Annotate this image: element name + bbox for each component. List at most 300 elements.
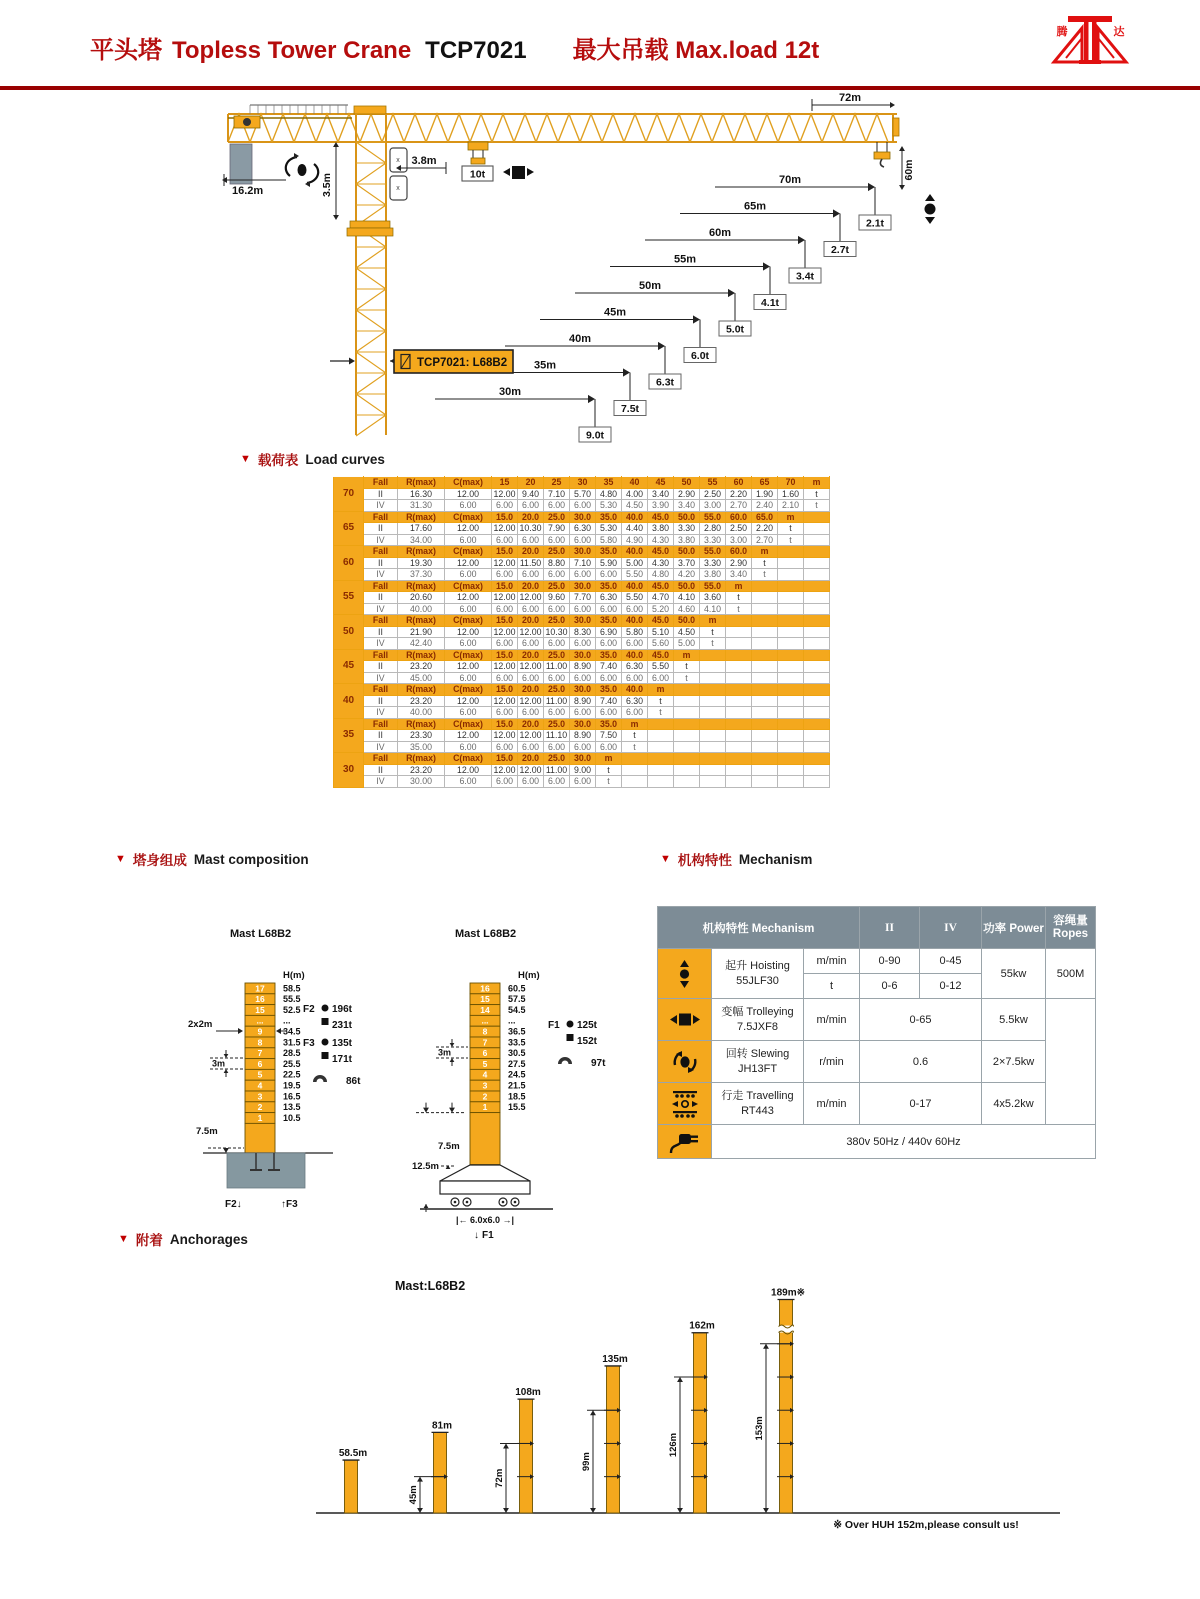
segment-height: 10.5 [283,1112,301,1123]
load-data-cell: 5.00 [674,638,700,650]
load-data-cell [700,741,726,753]
jib-length-cell: 40 [334,684,364,719]
load-header-cell: m [752,546,778,558]
load-header-cell: 35.0 [596,718,622,730]
load-data-cell: t [778,523,804,535]
load-data-cell: t [778,534,804,546]
load-data-cell [778,603,804,615]
tip-load-label: 9.0t [585,429,605,442]
load-data-cell: 37.30 [398,569,445,581]
segment-height: 54.5 [508,1004,526,1015]
load-header-cell: 70 [778,477,804,489]
load-header-cell: 60 [726,477,752,489]
jib-length-cell: 30 [334,753,364,788]
load-data-row [334,500,830,512]
load-header-cell: 50.0 [674,580,700,592]
load-data-cell: 3.60 [700,592,726,604]
circle-marker-icon [567,1021,574,1028]
segment-number: 2 [257,1102,263,1113]
load-header-cell [726,718,752,730]
load-data-cell: 4.50 [622,500,648,512]
load-data-cell: 3.80 [700,569,726,581]
load-header-cell: C(max) [445,615,492,627]
load-data-cell [752,776,778,788]
load-data-cell: 6.00 [492,741,518,753]
load-header-cell: 30.0 [570,511,596,523]
hoist-icon [925,194,935,201]
load-header-cell: 20.0 [518,546,544,558]
load-data-cell: 11.50 [518,557,544,569]
slewing-power: 2×7.5kw [982,1041,1046,1083]
value-cell: 0-90 [860,949,920,974]
load-header-cell: m [648,684,674,696]
load-data-cell: t [726,592,752,604]
load-block-header-row [334,546,830,558]
counterweight-block [230,144,252,184]
load-header-cell: 45.0 [648,615,674,627]
load-data-row [334,626,830,638]
load-header-cell: 30 [570,477,596,489]
load-data-cell: 23.20 [398,661,445,673]
bar-height-label: 162m [689,1320,715,1332]
load-header-cell: R(max) [398,477,445,489]
tip-load-label: 7.5t [620,403,640,415]
load-data-cell [804,764,830,776]
load-data-cell: 6.30 [622,661,648,673]
load-header-cell: C(max) [445,546,492,558]
load-curves-table-wrap [333,476,830,788]
h-label: H(m) [283,970,305,981]
segment-number: ... [481,1015,489,1026]
load-data-cell: 16.30 [398,488,445,500]
load-header-cell [778,546,804,558]
load-data-cell: 6.00 [518,534,544,546]
load-header-cell: 20.0 [518,580,544,592]
segment-number: 6 [482,1048,488,1059]
load-data-cell: 6.00 [596,569,622,581]
load-header-cell: R(max) [398,580,445,592]
load-data-row [334,523,830,535]
load-data-cell [804,741,830,753]
segment-number: 7 [482,1037,488,1048]
load-header-cell: 15.0 [492,615,518,627]
load-data-row [334,557,830,569]
load-header-cell: 25.0 [544,718,570,730]
load-data-cell: II [364,488,398,500]
load-curves-section-header [240,449,385,469]
segment-number: 1 [257,1112,263,1123]
load-header-cell: 35.0 [596,580,622,592]
load-data-cell: 5.50 [622,592,648,604]
load-data-cell: 12.00 [445,557,492,569]
load-data-cell [778,638,804,650]
load-data-cell: 35.00 [398,741,445,753]
load-data-cell [726,730,752,742]
load-data-cell: 12.00 [519,695,542,706]
load-data-cell [804,534,830,546]
load-data-cell [804,695,830,707]
load-block-header-row [334,684,830,696]
load-data-cell: IV [364,603,398,615]
hoist-icon [659,959,710,989]
unit-cell: m/min [804,949,860,974]
load-data-cell [726,695,752,707]
load-header-cell: C(max) [445,580,492,592]
value-cell: 0-45 [920,949,982,974]
trolley [468,142,488,150]
load-header-cell [804,718,830,730]
anchorages-title-en: Anchorages [169,1231,248,1247]
load-header-cell: m [674,649,700,661]
load-data-cell: 19.30 [398,557,445,569]
load-data-cell: 6.30 [622,695,648,707]
segment-number: ... [256,1015,264,1026]
load-data-cell [752,626,778,638]
legend-circle-value: 125t [577,1020,598,1031]
load-data-cell: 5.70 [570,488,596,500]
ropes-empty-cell [1046,999,1096,1125]
load-data-cell: t [804,488,830,500]
circle-marker-icon [322,1005,329,1012]
slewing-icon [298,164,307,176]
load-data-cell: 5.90 [596,557,622,569]
load-header-cell: 30.0 [570,718,596,730]
load-header-cell: 25.0 [544,546,570,558]
load-data-cell: 17.60 [398,523,445,535]
load-data-cell [648,741,674,753]
load-data-cell: 40.00 [398,603,445,615]
load-header-cell: 20.0 [518,684,544,696]
load-data-cell [700,730,726,742]
base-force-label: ↑F3 [281,1199,298,1210]
load-data-cell: 6.00 [596,603,622,615]
load-data-row [334,534,830,546]
unit-cell: r/min [804,1041,860,1083]
load-data-cell: 7.40 [596,661,622,673]
segment-height: 28.5 [283,1048,301,1059]
load-data-cell: IV [364,500,398,512]
header-rule [0,86,1200,90]
hoisting-name: 起升 Hoisting 55JLF30 [712,949,804,999]
anchor-height-label: 153m [754,1416,765,1441]
load-data-cell [648,730,674,742]
load-data-cell: 6.00 [544,603,570,615]
load-data-cell [752,638,778,650]
load-data-row [334,488,830,500]
load-data-cell: IV [364,741,398,753]
load-header-cell: 45 [648,477,674,489]
load-data-cell: 6.00 [445,672,492,684]
load-header-cell [648,718,674,730]
load-data-cell: 12.00 [493,661,516,671]
legend-circle-value: 196t [332,1004,353,1015]
load-header-cell: 30.0 [570,684,596,696]
hoisting-row [658,949,1096,974]
load-header-cell: 25 [544,477,570,489]
anchorage-diagram [298,1256,1168,1541]
base-height-label: 7.5m [196,1126,218,1137]
load-data-row [334,672,830,684]
trolley-icon [503,168,510,176]
load-data-cell: 3.30 [700,534,726,546]
load-data-cell: 2.70 [752,534,778,546]
load-data-cell [648,776,674,788]
load-data-cell [674,707,700,719]
load-header-cell: 20.0 [518,615,544,627]
load-header-cell [700,753,726,765]
load-header-cell: 25.0 [544,684,570,696]
load-curves-table [333,476,830,788]
load-data-cell [804,707,830,719]
load-data-cell [778,569,804,581]
section-marker-icon: ▼ [118,1233,129,1245]
load-header-cell: 35.0 [596,615,622,627]
load-curves-title-cn: 载荷表 [257,453,299,468]
load-header-cell: C(max) [445,649,492,661]
load-data-cell: 21.90 [398,626,445,638]
tip-load-label: 5.0t [725,323,745,336]
load-data-cell: 12.00 [493,626,516,637]
bar-height-label: 189m※ [771,1287,805,1299]
segment-height: 21.5 [508,1080,526,1091]
load-header-cell: 40.0 [622,684,648,696]
load-data-cell: 23.30 [398,730,445,742]
load-data-cell: t [622,741,648,753]
load-data-cell: 3.30 [700,557,726,569]
load-data-cell [726,764,752,776]
load-data-row [334,592,830,604]
load-data-cell: 6.00 [570,500,596,512]
load-data-cell: t [674,661,700,673]
step-length-label: 50m [638,280,662,292]
load-data-cell [778,661,804,673]
load-data-cell: 2.20 [752,523,778,535]
segment-number: 5 [482,1058,488,1069]
jib-length-cell: 50 [334,615,364,650]
load-header-cell [804,511,830,523]
load-header-cell [752,580,778,592]
load-data-cell: IV [364,707,398,719]
load-header-cell: Fall [364,477,398,489]
load-data-cell [726,707,752,719]
legend-key: F1 [548,1020,560,1031]
load-data-cell: IV [364,569,398,581]
width-note: 2x2m [188,1019,213,1030]
mast-base-section [470,1113,500,1165]
load-data-cell: 4.70 [648,592,674,604]
load-data-cell: 2.50 [726,523,752,535]
f1-arrow: ↓ [474,1230,479,1241]
load-data-cell: 6.00 [445,569,492,581]
slewing-name: 回转 Slewing JH13FT [712,1041,804,1083]
load-data-cell: 11.00 [544,695,570,707]
load-block-header-row [334,511,830,523]
load-header-cell [804,580,830,592]
load-header-cell: 35 [596,477,622,489]
segment-height: 36.5 [508,1026,526,1037]
load-data-cell: IV [364,534,398,546]
load-data-cell [778,776,804,788]
step-length-label: 35m [533,359,557,372]
jib-length-cell: 35 [334,718,364,753]
load-data-cell: 12.00 [445,626,492,638]
unit-cell: m/min [804,1083,860,1125]
load-data-cell: 6.00 [492,638,518,650]
load-header-cell: 30.0 [570,580,596,592]
jib-length-cell: 60 [334,546,364,581]
load-header-cell: Fall [364,511,398,523]
load-block-header-row [334,477,830,489]
load-data-cell: 6.00 [596,707,622,719]
load-data-cell: 4.80 [648,569,674,581]
segment-height: 19.5 [283,1080,301,1091]
load-header-cell [726,615,752,627]
mast-title-en: Mast composition [193,851,309,867]
load-data-cell: 23.20 [398,695,445,707]
load-data-cell: 5.80 [596,534,622,546]
load-data-cell: 8.30 [570,626,596,638]
load-header-cell [726,684,752,696]
load-header-cell: 25.0 [544,580,570,592]
load-data-cell: 2.40 [752,500,778,512]
load-header-cell: 30.0 [570,615,596,627]
power-plug-icon [659,1129,710,1155]
load-data-cell [752,707,778,719]
load-data-cell: 6.00 [570,603,596,615]
tip-hook [874,152,890,159]
travelling-power: 4x5.2kw [982,1083,1046,1125]
logo-char-left: 腾 [1056,26,1068,38]
mechanism-title-cn: 机构特性 [677,853,732,868]
segment-number: 9 [257,1026,263,1037]
mast-diagram-travelling [408,912,698,1247]
segment-number: 3 [482,1080,488,1091]
segment-number: 8 [257,1037,263,1048]
load-data-cell: 5.00 [622,557,648,569]
load-data-cell: 4.40 [622,523,648,535]
model-plate-label: TCP7021: L68B2 [417,357,508,369]
load-data-cell [700,672,726,684]
load-data-cell [804,626,830,638]
travelling-row [658,1083,1096,1125]
power-supply-row [658,1125,1096,1159]
bar-height-label: 81m [431,1420,453,1432]
load-data-cell: 6.90 [596,626,622,638]
load-header-cell: Fall [364,615,398,627]
load-data-row [334,661,830,673]
cab-offset-label: 3.8m [411,155,437,167]
load-header-cell: 45.0 [648,649,674,661]
load-data-cell: II [364,523,398,535]
load-data-cell: II [364,695,398,707]
load-data-cell: 45.00 [398,672,445,684]
load-data-cell: 7.10 [544,488,570,500]
load-header-cell: 20.0 [518,718,544,730]
page-title [90,30,819,65]
load-data-cell: 6.00 [596,672,622,684]
load-data-cell [804,523,830,535]
segment-height: 34.5 [283,1026,301,1037]
load-data-cell: 12.00 [445,661,492,673]
load-data-cell: 6.00 [570,534,596,546]
anchor-height-label: 72m [494,1468,505,1488]
load-header-cell [778,753,804,765]
load-curves-title-en: Load curves [305,451,385,467]
load-data-cell: 6.30 [570,523,596,535]
load-header-cell: 45.0 [648,546,674,558]
load-header-cell [804,753,830,765]
segment-number: 16 [480,983,490,994]
segment-height: 22.5 [283,1069,301,1080]
load-data-cell: t [700,626,726,638]
load-header-cell: C(max) [445,684,492,696]
load-header-cell: Fall [364,546,398,558]
segment-number: 2 [482,1091,488,1102]
load-header-cell: 15.0 [492,718,518,730]
load-data-cell: II [364,592,398,604]
value-cell: 0-6 [860,974,920,999]
segment-height: 15.5 [508,1102,526,1113]
tip-load-label: 6.0t [690,350,710,362]
load-data-cell [622,776,648,788]
load-data-row [334,569,830,581]
load-data-cell: 6.00 [492,569,518,581]
power-supply-value: 380v 50Hz / 440v 60Hz [712,1125,1096,1159]
load-data-cell: 6.00 [445,776,492,788]
hook-block [471,158,485,164]
load-data-cell: 12.00 [445,764,492,776]
load-data-cell: 11.00 [544,661,570,673]
load-data-cell: 6.00 [596,741,622,753]
load-data-cell: 6.00 [445,603,492,615]
load-data-cell: 12.00 [493,592,516,602]
load-data-cell: 5.30 [596,500,622,512]
legend-hook-value: 97t [591,1058,606,1069]
load-header-cell [778,649,804,661]
load-header-cell [700,684,726,696]
square-marker-icon [567,1034,574,1041]
load-header-cell: 40.0 [622,649,648,661]
load-header-cell [778,580,804,592]
unit-cell: m/min [804,999,860,1041]
load-data-cell [726,626,752,638]
segment-number: 7 [257,1048,263,1059]
load-header-cell: 15.0 [492,580,518,592]
hook-load-icon [558,1057,572,1064]
load-data-cell: II [364,626,398,638]
load-data-row [334,638,830,650]
load-data-cell: 10.30 [519,523,542,533]
load-header-cell: 45.0 [648,580,674,592]
jib-length-cell: 45 [334,649,364,684]
load-data-cell: II [364,764,398,776]
load-data-cell [726,672,752,684]
load-data-row [334,707,830,719]
load-header-cell: 25.0 [544,753,570,765]
load-data-cell [726,741,752,753]
load-data-cell [674,764,700,776]
title-maxload: 最大吊载 Max.load 12t [572,37,820,64]
anchorage-mast-label: Mast:L68B2 [395,1279,466,1293]
load-data-cell: 4.80 [596,488,622,500]
base-height-label: 7.5m [438,1141,460,1152]
load-header-cell: 30.0 [570,753,596,765]
load-data-cell: 6.00 [445,534,492,546]
load-header-cell [804,684,830,696]
load-data-cell: 12.00 [519,661,542,671]
load-header-cell [648,753,674,765]
load-data-cell: 4.00 [622,488,648,500]
